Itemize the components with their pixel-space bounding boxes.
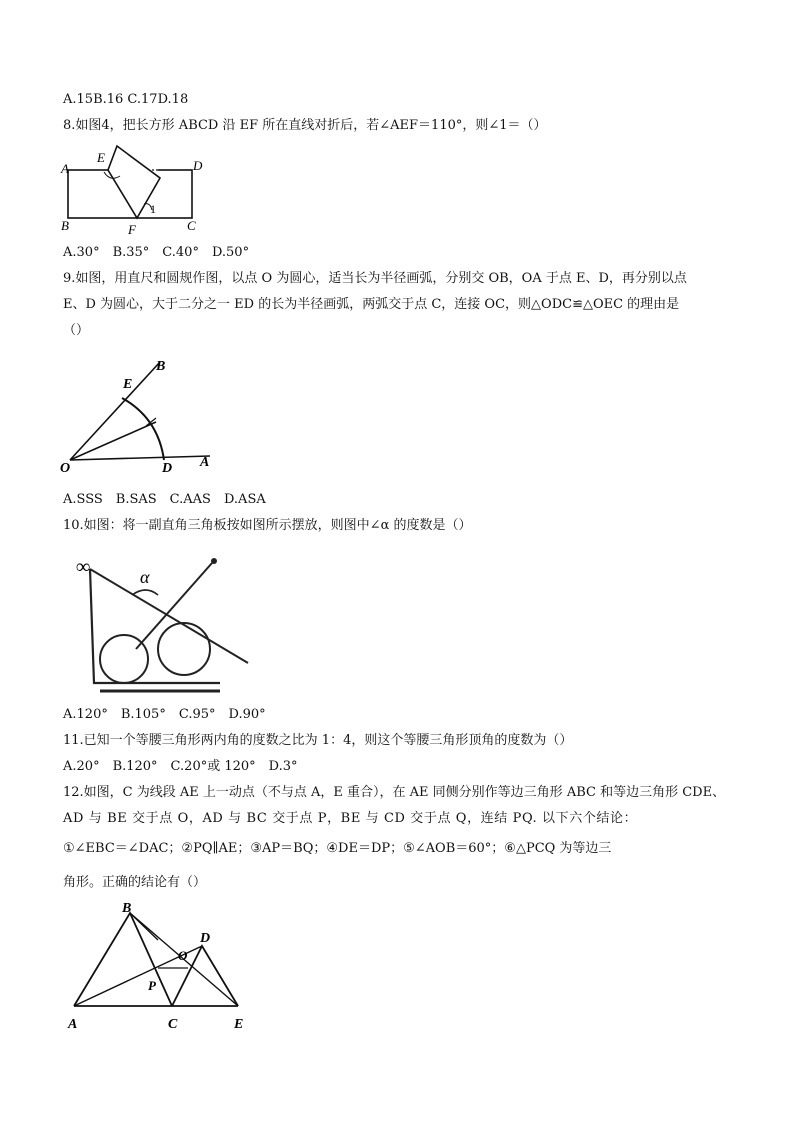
label-corner-mark: ∞ <box>76 556 91 578</box>
ray-OB <box>70 362 160 460</box>
q8-text: 8.如图4，把长方形 ABCD 沿 EF 所在直线对折后，若∠AEF＝110°，则∠1＝（） <box>63 118 547 133</box>
compass-arc <box>122 398 164 460</box>
q10-figure <box>70 545 240 700</box>
q9-text-line2: E、D 为圆心，大于二分之一 ED 的长为半径画弧，两弧交于点 C，连接 OC，则△ODC≌△OEC 的理由是 <box>63 297 680 312</box>
label-D: D <box>200 931 211 946</box>
label-B: B <box>61 218 69 233</box>
label-B: B <box>122 901 132 916</box>
label-C: C <box>187 218 196 233</box>
ray-OA <box>70 456 210 460</box>
q12-figure <box>62 898 262 1036</box>
label-O: O <box>178 948 188 963</box>
q9-text-line3: （） <box>63 323 90 338</box>
label-D: D <box>162 461 173 476</box>
q12-text-line3: ①∠EBC＝∠DAC；②PQ∥AE；③AP＝BQ；④DE＝DP；⑤∠AOB＝60°；⑥△PCQ 为等边三 <box>63 841 612 856</box>
q7-options: A.15B.16 C.17D.18 <box>63 92 189 107</box>
right-circle <box>158 623 210 675</box>
label-C: C <box>168 1017 178 1032</box>
q8-figure <box>62 142 212 237</box>
triangle-hypotenuse <box>90 569 248 663</box>
q9-text-line1: 9.如图，用直尺和圆规作图，以点 O 为圆心，适当长为半径画弧，分别交 OB，OA 于点 E、D，再分别以点 <box>63 271 687 286</box>
label-D: D <box>193 158 203 173</box>
q11-text: 11.已知一个等腰三角形两内角的度数之比为 1：4，则这个等腰三角形顶角的度数为（） <box>63 733 573 748</box>
label-P: P <box>148 978 156 993</box>
label-B: B <box>156 359 166 374</box>
q11-options: A.20° B.120° C.20°或 120° D.3° <box>63 759 298 774</box>
label-A: A <box>200 455 210 470</box>
label-E: E <box>123 377 133 392</box>
triangle-ABC <box>74 913 172 1006</box>
label-angle-1: 1 <box>150 202 156 216</box>
label-E: E <box>97 150 105 165</box>
q12-text-line2: AD 与 BE 交于点 O，AD 与 BC 交于点 P，BE 与 CD 交于点 Q，连结 PQ. 以下六个结论： <box>63 811 638 826</box>
ray-OC <box>70 422 156 460</box>
label-F: F <box>128 222 136 237</box>
q12-text-line1: 12.如图，C 为线段 AE 上一动点（不与点 A，E 重合），在 AE 同侧分别作等边三角形 ABC 和等边三角形 CDE、 <box>63 785 726 800</box>
label-E: E <box>234 1017 244 1032</box>
label-alpha: α <box>140 567 150 587</box>
label-A: A <box>61 161 69 176</box>
label-A: A <box>68 1017 78 1032</box>
q10-text: 10.如图：将一副直角三角板按如图所示摆放，则图中∠α 的度数是（） <box>63 518 472 533</box>
q12-text-line4: 角形。正确的结论有（） <box>63 875 207 890</box>
left-circle <box>100 635 148 683</box>
label-O: O <box>60 461 71 476</box>
q8-options: A.30° B.35° C.40° D.50° <box>63 245 250 260</box>
q10-options: A.120° B.105° C.95° D.90° <box>63 707 266 722</box>
q9-options: A.SSS B.SAS C.AAS D.ASA <box>63 492 266 507</box>
q9-figure <box>60 352 220 482</box>
